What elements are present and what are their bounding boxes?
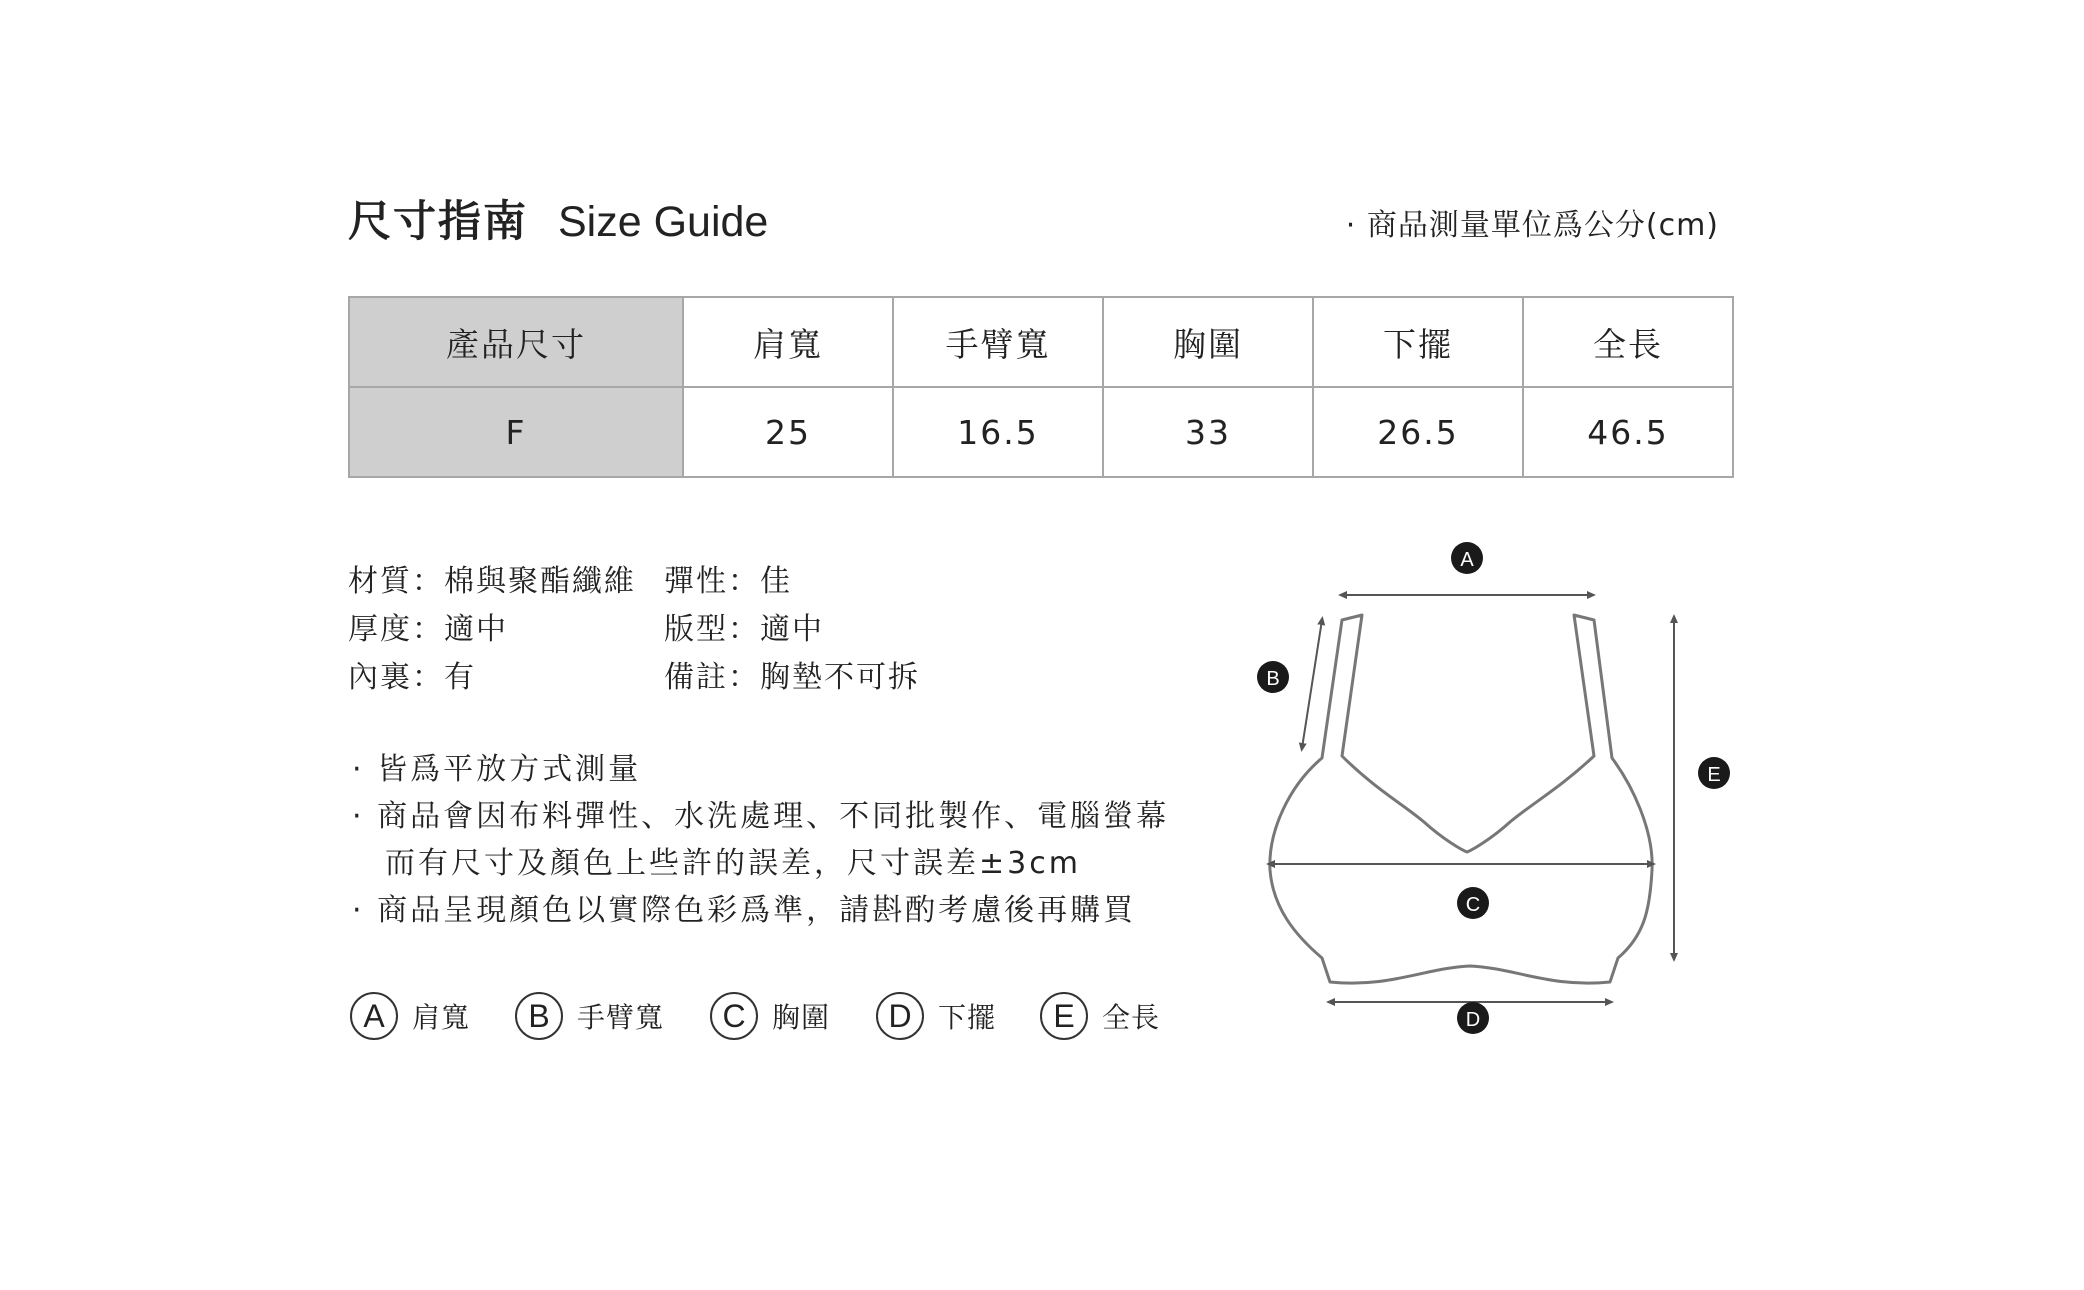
note-line-1: · 皆爲平放方式測量 — [352, 752, 642, 787]
marker-a-label: A — [1460, 549, 1474, 571]
unit-note: · 商品測量單位爲公分(cm) — [1345, 208, 1719, 243]
title-zh: 尺寸指南 — [348, 197, 528, 247]
legend-item-b — [515, 992, 664, 1040]
legend-item-c — [710, 992, 830, 1040]
note-line-4: · 商品呈現顏色以實際色彩爲準，請斟酌考慮後再購買 — [352, 893, 1137, 928]
spec-fit: 版型：適中 — [664, 612, 824, 647]
legend-a-circle: A — [350, 992, 398, 1040]
table-cell-arm: 16.5 — [893, 387, 1103, 477]
note-line-2: · 商品會因布料彈性、水洗處理、不同批製作、電腦螢幕 — [352, 799, 1170, 834]
spec-elasticity: 彈性：佳 — [664, 564, 792, 599]
legend-b-circle: B — [515, 992, 563, 1040]
marker-b — [1257, 661, 1289, 693]
marker-e — [1698, 757, 1730, 789]
table-col-length: 全長 — [1523, 297, 1733, 387]
title-en: Size Guide — [558, 198, 769, 246]
spec-remark: 備註：胸墊不可拆 — [664, 660, 920, 695]
legend-d-label: 下擺 — [938, 1001, 997, 1034]
legend-d-circle: D — [876, 992, 924, 1040]
page-title — [348, 188, 768, 249]
table-row — [349, 387, 1733, 477]
spec-lining: 內裏：有 — [348, 660, 476, 695]
legend-b-label: 手臂寬 — [577, 1001, 665, 1034]
legend-c-label: 胸圍 — [772, 1001, 831, 1034]
marker-a — [1451, 542, 1483, 574]
table-col-chest: 胸圍 — [1103, 297, 1313, 387]
legend-e-circle: E — [1040, 992, 1088, 1040]
table-header-label: 產品尺寸 — [349, 297, 683, 387]
marker-c-label: C — [1465, 894, 1481, 916]
size-table — [348, 296, 1734, 478]
marker-c — [1457, 887, 1489, 919]
legend-c-circle: C — [710, 992, 758, 1040]
bra-measurement-diagram — [1240, 530, 1760, 1050]
legend-a-label: 肩寬 — [412, 1001, 471, 1034]
bra-outline — [1270, 615, 1652, 983]
marker-b-label: B — [1266, 668, 1280, 690]
marker-e-label: E — [1707, 764, 1721, 786]
marker-d-label: D — [1465, 1009, 1481, 1031]
table-cell-length: 46.5 — [1523, 387, 1733, 477]
table-row-label: F — [349, 387, 683, 477]
table-col-arm: 手臂寬 — [893, 297, 1103, 387]
table-cell-hem: 26.5 — [1313, 387, 1523, 477]
table-header-row — [349, 297, 1733, 387]
legend-item-e — [1040, 992, 1160, 1040]
legend-e-label: 全長 — [1102, 1001, 1161, 1034]
spec-thickness: 厚度：適中 — [348, 612, 508, 647]
note-line-3: 而有尺寸及顏色上些許的誤差，尺寸誤差±3cm — [352, 846, 1081, 881]
marker-d — [1457, 1002, 1489, 1034]
table-col-hem: 下擺 — [1313, 297, 1523, 387]
table-cell-shoulder: 25 — [683, 387, 893, 477]
legend-item-a — [350, 992, 470, 1040]
legend-item-d — [876, 992, 996, 1040]
table-col-shoulder: 肩寬 — [683, 297, 893, 387]
spec-material: 材質：棉與聚酯纖維 — [348, 564, 636, 599]
arrow-b — [1302, 620, 1322, 748]
table-cell-chest: 33 — [1103, 387, 1313, 477]
